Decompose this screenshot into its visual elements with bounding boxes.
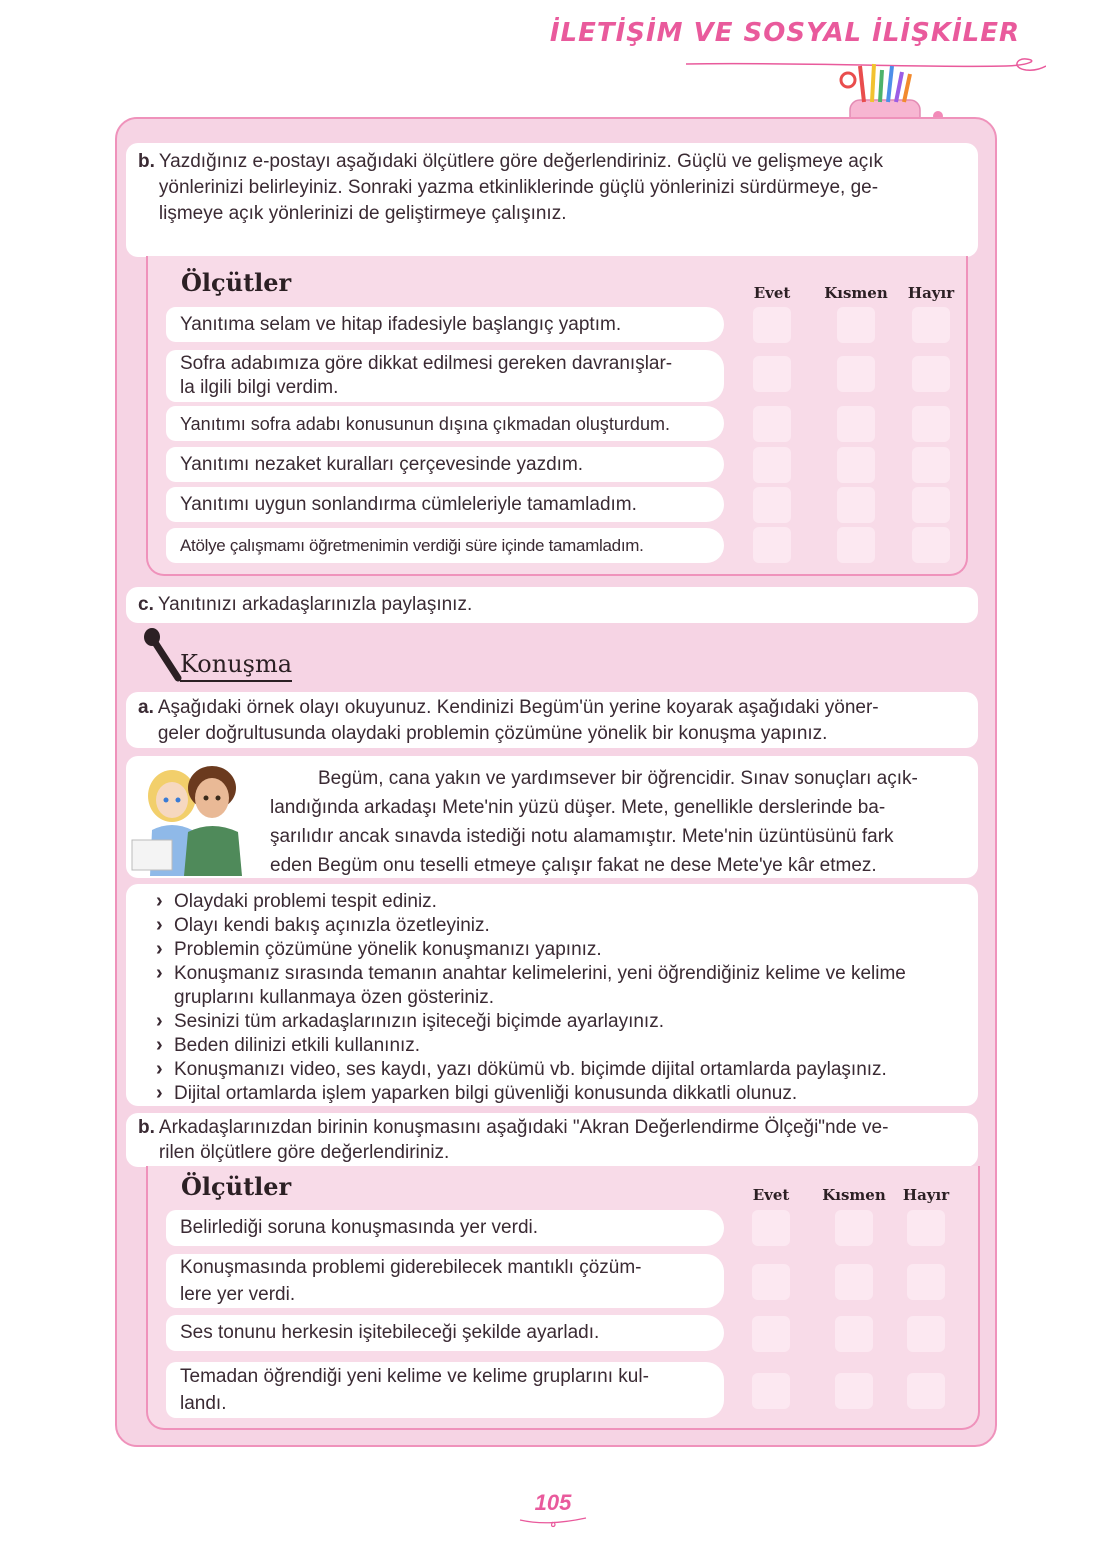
criterion-row <box>166 1210 724 1246</box>
checkbox-evet[interactable] <box>752 1316 790 1352</box>
column-header-hayir: Hayır <box>902 1186 950 1204</box>
checkbox-evet[interactable] <box>752 1210 790 1246</box>
checkbox-evet[interactable] <box>752 1264 790 1300</box>
task-letter: b. <box>138 151 155 172</box>
instruction-item: › Konuşmanızı video, ses kaydı, yazı dökümü vb. biçimde dijital ortamlarda paylaşınız. <box>154 1058 966 1082</box>
column-header-evet: Evet <box>752 1186 790 1204</box>
task-text-line: geler doğrultusunda olaydaki problemin çözümüne yönelik bir konuşma yapınız. <box>157 723 828 744</box>
checkbox-hayir[interactable] <box>912 487 950 523</box>
checkbox-evet[interactable] <box>753 487 791 523</box>
checkbox-kismen[interactable] <box>837 447 875 483</box>
task-a-card <box>126 692 978 748</box>
checkbox-hayir[interactable] <box>907 1373 945 1409</box>
task-letter: a. <box>138 697 154 718</box>
task-b2-card <box>126 1113 978 1167</box>
page-number: 105 <box>534 1490 572 1515</box>
checkbox-evet[interactable] <box>752 1373 790 1409</box>
instructions-card <box>126 884 978 1106</box>
criterion-row <box>166 350 724 402</box>
checkbox-kismen[interactable] <box>835 1210 873 1246</box>
criterion-text: Belirlediği soruna konuşmasında yer verdi. <box>180 1217 539 1238</box>
criterion-row <box>166 307 724 342</box>
checkbox-kismen[interactable] <box>835 1316 873 1352</box>
checkbox-hayir[interactable] <box>912 447 950 483</box>
task-text-line: Aşağıdaki örnek olayı okuyunuz. Kendinizi Begüm'ün yerine koyarak aşağıdaki yöner- <box>157 697 879 718</box>
task-c-card <box>126 587 978 623</box>
criterion-text: Yanıtımı sofra adabı konusunun dışına çıkmadan oluşturdum. <box>180 413 670 434</box>
checkbox-kismen[interactable] <box>835 1264 873 1300</box>
checkbox-evet[interactable] <box>753 527 791 563</box>
criterion-row <box>166 1362 724 1418</box>
instruction-item: › Olaydaki problemi tespit ediniz. <box>154 890 966 914</box>
criterion-text: Temadan öğrendiği yeni kelime ve kelime gruplarını kul- landı. <box>180 1366 649 1414</box>
criterion-row <box>166 406 724 441</box>
checkbox-evet[interactable] <box>753 356 791 392</box>
criterion-row <box>166 528 724 563</box>
checkbox-hayir[interactable] <box>907 1316 945 1352</box>
instruction-item: › Olayı kendi bakış açınızla özetleyiniz. <box>154 914 966 938</box>
criterion-row <box>166 1315 724 1351</box>
microphone-icon <box>140 626 184 682</box>
instruction-item: › Beden dilinizi etkili kullanınız. <box>154 1034 966 1058</box>
criterion-text: Yanıtıma selam ve hitap ifadesiyle başlangıç yaptım. <box>180 313 622 335</box>
task-text-line: lişmeye açık yönlerinizi de geliştirmeye çalışınız. <box>158 203 567 224</box>
checkbox-hayir[interactable] <box>912 527 950 563</box>
criterion-text: Yanıtımı nezaket kuralları çerçevesinde yazdım. <box>180 453 584 475</box>
instruction-item: › Konuşmanız sırasında temanın anahtar kelimelerini, yeni öğrendiğiniz kelime ve kelime gruplarını kullanmaya özen gösteriniz. <box>154 962 966 1010</box>
criterion-text: Sofra adabımıza göre dikkat edilmesi gereken davranışlar- la ilgili bilgi verdim. <box>180 353 673 398</box>
story-line: şarılıdır ancak sınavda istediği notu alamamıştır. Mete'nin üzüntüsünü fark <box>270 826 894 847</box>
checkbox-evet[interactable] <box>753 447 791 483</box>
instruction-item: › Sesinizi tüm arkadaşlarınızın işiteceği biçimde ayarlayınız. <box>154 1010 966 1034</box>
criterion-row <box>166 447 724 482</box>
story-line: Begüm, cana yakın ve yardımsever bir öğrencidir. Sınav sonuçları açık- <box>318 768 918 789</box>
page-number-underline-decoration <box>518 1514 588 1530</box>
task-b-card <box>126 143 978 257</box>
column-header-hayir: Hayır <box>907 284 955 302</box>
column-header-kismen: Kısmen <box>824 284 888 302</box>
checkbox-evet[interactable] <box>753 307 791 343</box>
task-text-line: Yazdığınız e-postayı aşağıdaki ölçütlere göre değerlendiriniz. Güçlü ve gelişmeye açık <box>158 151 884 172</box>
story-text <box>270 764 970 880</box>
checkbox-kismen[interactable] <box>837 406 875 442</box>
checkbox-kismen[interactable] <box>837 527 875 563</box>
story-line: landığında arkadaşı Mete'nin yüzü düşer. Mete, genellikle derslerinde ba- <box>270 797 886 818</box>
criterion-text: Konuşmasında problemi giderebilecek mantıklı çözüm- lere yer verdi. <box>180 1257 642 1305</box>
checkbox-kismen[interactable] <box>837 307 875 343</box>
criterion-row <box>166 1254 724 1308</box>
students-illustration <box>130 760 254 876</box>
column-header-kismen: Kısmen <box>822 1186 886 1204</box>
story-line: eden Begüm onu teselli etmeye çalışır fakat ne dese Mete'ye kâr etmez. <box>270 855 877 876</box>
rubric-title: Ölçütler <box>181 268 292 297</box>
task-letter: c. <box>138 594 154 615</box>
task-text-line: Arkadaşlarınızdan birinin konuşmasını aşağıdaki "Akran Değerlendirme Ölçeği"nde ve- <box>158 1117 889 1138</box>
checkbox-kismen[interactable] <box>837 356 875 392</box>
checkbox-evet[interactable] <box>753 406 791 442</box>
checkbox-hayir[interactable] <box>907 1264 945 1300</box>
rubric-title: Ölçütler <box>181 1172 292 1201</box>
task-letter: b. <box>138 1117 155 1138</box>
chapter-title: İLETİŞİM VE SOSYAL İLİŞKİLER <box>549 18 1020 48</box>
checkbox-hayir[interactable] <box>912 406 950 442</box>
checkbox-hayir[interactable] <box>912 307 950 343</box>
column-header-evet: Evet <box>753 284 791 302</box>
criterion-text: Yanıtımı uygun sonlandırma cümleleriyle tamamladım. <box>180 493 637 515</box>
criterion-text: Ses tonunu herkesin işitebileceği şekilde ayarladı. <box>180 1322 600 1343</box>
checkbox-hayir[interactable] <box>912 356 950 392</box>
criterion-row <box>166 487 724 522</box>
checkbox-kismen[interactable] <box>837 487 875 523</box>
checkbox-hayir[interactable] <box>907 1210 945 1246</box>
instructions-list <box>154 890 966 1106</box>
task-text-line: yönlerinizi belirleyiniz. Sonraki yazma etkinliklerinde güçlü yönlerinizi sürdürmeye, ge- <box>158 177 879 198</box>
criterion-text: Atölye çalışmamı öğretmenimin verdiği süre içinde tamamladım. <box>180 535 644 555</box>
section-title-konusma: Konuşma <box>180 650 292 682</box>
task-text-line: rilen ölçütlere göre değerlendiriniz. <box>158 1142 450 1163</box>
instruction-item: › Problemin çözümüne yönelik konuşmanızı yapınız. <box>154 938 966 962</box>
task-text: Yanıtınızı arkadaşlarınızla paylaşınız. <box>157 594 473 615</box>
instruction-item: › Dijital ortamlarda işlem yaparken bilgi güvenliği konusunda dikkatli olunuz. <box>154 1082 966 1106</box>
checkbox-kismen[interactable] <box>835 1373 873 1409</box>
